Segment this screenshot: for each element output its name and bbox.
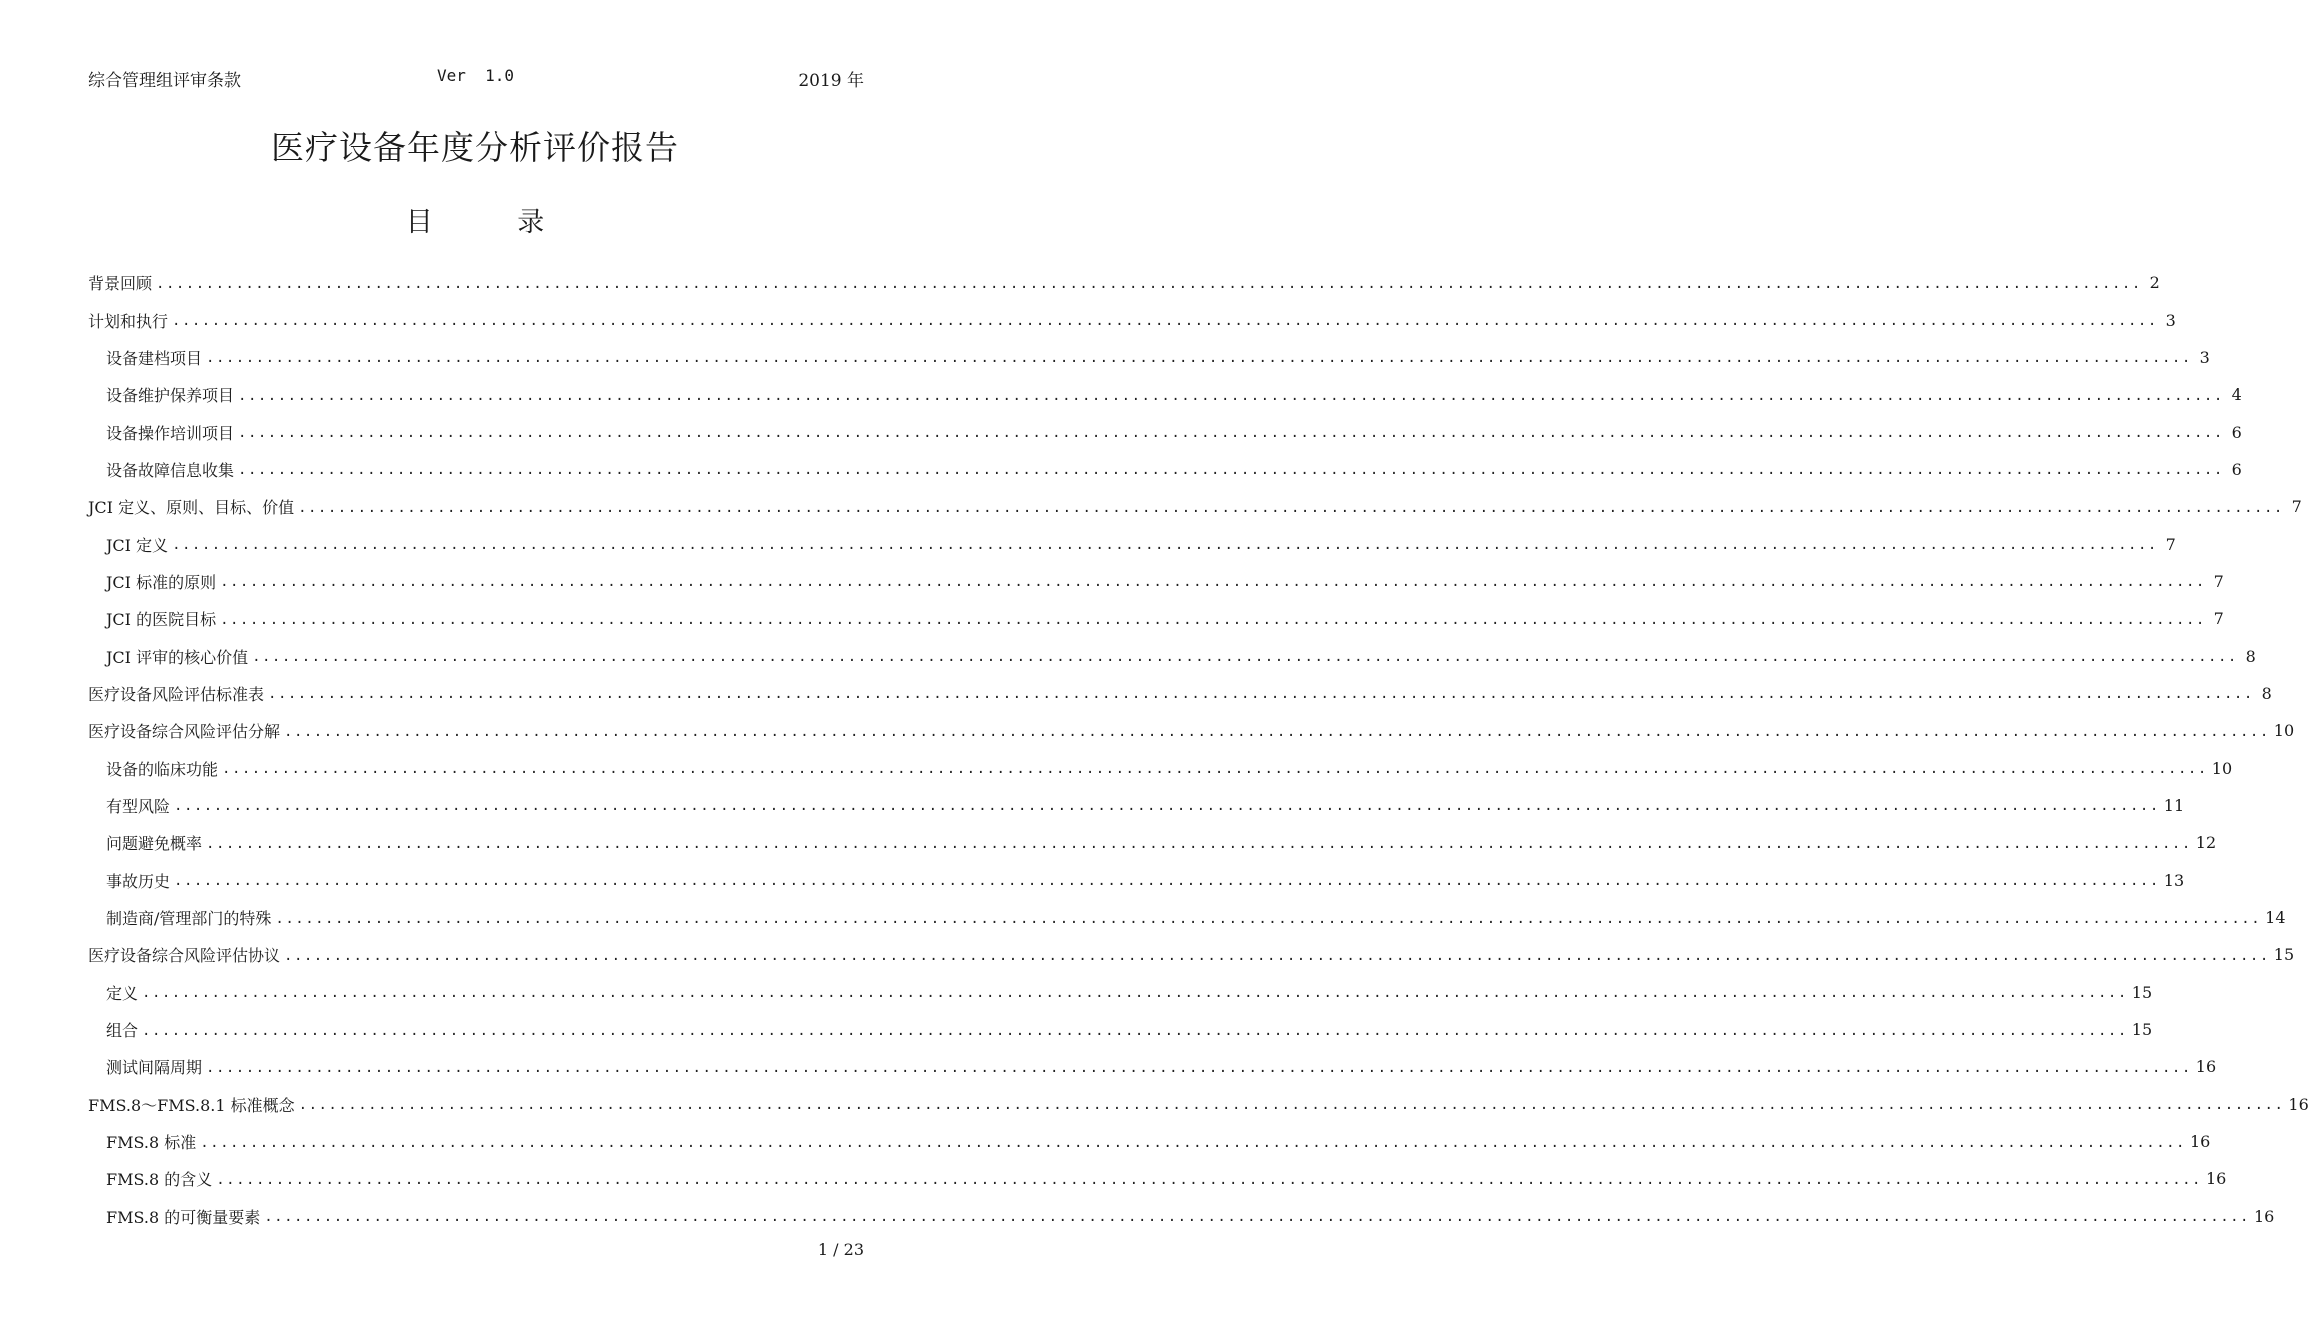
toc-entry[interactable] [88, 1086, 2309, 1123]
toc-entry[interactable] [88, 525, 2176, 562]
toc-entry-page: 15 [2131, 1020, 2153, 1040]
toc-entry-title: 有型风险 [106, 796, 171, 816]
toc-entry[interactable] [88, 1011, 2153, 1048]
toc-entry-page: 16 [2205, 1169, 2227, 1189]
toc-entry-title: 医疗设备综合风险评估协议 [88, 946, 281, 966]
toc-entry-title: 背景回顾 [88, 274, 153, 294]
toc-entry-title: 设备的临床功能 [106, 759, 219, 779]
toc-entry[interactable] [88, 1198, 2275, 1235]
toc-entry[interactable] [88, 376, 2242, 413]
toc-dot-leader: ........................................................................................................................................................................................................ [142, 985, 2128, 1002]
toc-entry-page: 15 [2131, 982, 2153, 1002]
toc-entry[interactable] [88, 712, 2295, 749]
toc-entry-title: 医疗设备风险评估标准表 [88, 684, 265, 704]
toc-entry[interactable] [88, 1048, 2217, 1085]
toc-dot-leader: ........................................................................................................................................................................................................ [206, 835, 2192, 852]
toc-dot-leader: ........................................................................................................................................................................................................ [220, 611, 2206, 628]
toc-entry[interactable] [88, 301, 2176, 338]
toc-dot-leader: ........................................................................................................................................................................................................ [206, 350, 2192, 367]
toc-dot-leader: ........................................................................................................................................................................................................ [252, 649, 2238, 666]
toc-entry-page: 8 [2261, 683, 2272, 703]
toc-entry-page: 8 [2245, 646, 2256, 666]
page-header [88, 66, 864, 92]
toc-dot-leader: ........................................................................................................................................................................................................ [172, 313, 2158, 330]
header-year: 2019 年 [798, 71, 864, 91]
toc-entry-page: 11 [2163, 795, 2185, 815]
toc-entry-title: 医疗设备综合风险评估分解 [88, 722, 281, 742]
toc-entry-page: 10 [2211, 758, 2233, 778]
toc-entry-page: 7 [2213, 571, 2224, 591]
toc-entry-title: 设备故障信息收集 [106, 460, 235, 480]
toc-dot-leader: ........................................................................................................................................................................................................ [142, 1022, 2128, 1039]
table-of-contents [88, 264, 2309, 1235]
header-left-text: 综合管理组评审条款 [88, 71, 241, 91]
toc-dot-leader: ........................................................................................................................................................................................................ [284, 947, 2270, 964]
toc-dot-leader: ........................................................................................................................................................................................................ [174, 798, 2160, 815]
toc-entry-page: 7 [2291, 497, 2302, 517]
toc-dot-leader: ........................................................................................................................................................................................................ [222, 761, 2208, 778]
toc-entry-page: 16 [2288, 1094, 2309, 1114]
toc-dot-leader: ........................................................................................................................................................................................................ [298, 1097, 2285, 1114]
toc-dot-leader: ........................................................................................................................................................................................................ [200, 1134, 2186, 1151]
toc-entry-title: FMS.8 的可衡量要素 [106, 1207, 261, 1227]
toc-dot-leader: ........................................................................................................................................................................................................ [216, 1171, 2202, 1188]
header-version: Ver 1.0 [437, 66, 515, 85]
toc-entry-title: 事故历史 [106, 871, 171, 891]
toc-entry-title: JCI 定义、原则、目标、价值 [88, 498, 295, 518]
toc-entry-page: 6 [2231, 459, 2242, 479]
toc-entry-page: 6 [2231, 422, 2242, 442]
toc-entry-title: FMS.8 标准 [106, 1133, 197, 1153]
toc-entry-page: 16 [2189, 1132, 2211, 1152]
page-indicator: 1 / 23 [817, 1240, 864, 1259]
toc-entry-page: 10 [2273, 721, 2295, 741]
toc-dot-leader: ........................................................................................................................................................................................................ [156, 275, 2142, 292]
toc-dot-leader: ........................................................................................................................................................................................................ [238, 387, 2224, 404]
toc-entry[interactable] [88, 600, 2224, 637]
toc-entry[interactable] [88, 936, 2295, 973]
toc-entry-page: 16 [2195, 1057, 2217, 1077]
toc-dot-leader: ........................................................................................................................................................................................................ [172, 537, 2158, 554]
toc-entry[interactable] [88, 339, 2210, 376]
toc-dot-leader: ........................................................................................................................................................................................................ [174, 873, 2160, 890]
document-title: 医疗设备年度分析评价报告 [271, 128, 679, 167]
toc-entry-title: 组合 [106, 1021, 139, 1041]
toc-entry-page: 16 [2253, 1206, 2275, 1226]
toc-entry-page: 13 [2163, 870, 2185, 890]
toc-entry-page: 7 [2165, 534, 2176, 554]
toc-entry[interactable] [88, 264, 2160, 301]
toc-entry-title: JCI 定义 [106, 535, 169, 555]
toc-entry-title: FMS.8～FMS.8.1 标准概念 [88, 1095, 295, 1115]
toc-dot-leader: ........................................................................................................................................................................................................ [238, 425, 2224, 442]
toc-entry-title: JCI 的医院目标 [106, 610, 217, 630]
toc-entry-title: 问题避免概率 [106, 834, 203, 854]
toc-entry-page: 3 [2165, 310, 2176, 330]
toc-entry[interactable] [88, 1160, 2227, 1197]
toc-entry[interactable] [88, 749, 2233, 786]
toc-entry[interactable] [88, 451, 2242, 488]
toc-dot-leader: ........................................................................................................................................................................................................ [238, 462, 2224, 479]
toc-entry-title: 设备维护保养项目 [106, 386, 235, 406]
toc-dot-leader: ........................................................................................................................................................................................................ [298, 499, 2284, 516]
toc-entry[interactable] [88, 899, 2286, 936]
toc-dot-leader: ........................................................................................................................................................................................................ [284, 723, 2270, 740]
toc-entry-title: 测试间隔周期 [106, 1058, 203, 1078]
toc-entry[interactable] [88, 563, 2224, 600]
toc-entry[interactable] [88, 787, 2185, 824]
toc-dot-leader: ........................................................................................................................................................................................................ [206, 1059, 2192, 1076]
toc-entry-title: 制造商/管理部门的特殊 [106, 909, 272, 929]
toc-entry-page: 14 [2265, 908, 2286, 928]
toc-entry-title: JCI 标准的原则 [106, 572, 217, 592]
toc-entry[interactable] [88, 488, 2302, 525]
toc-entry-title: JCI 评审的核心价值 [106, 647, 249, 667]
toc-entry-page: 4 [2231, 385, 2242, 405]
toc-entry[interactable] [88, 637, 2256, 674]
toc-entry-title: 定义 [106, 983, 139, 1003]
toc-dot-leader: ........................................................................................................................................................................................................ [268, 686, 2254, 703]
toc-entry[interactable] [88, 974, 2153, 1011]
toc-dot-leader: ........................................................................................................................................................................................................ [220, 574, 2206, 591]
toc-entry-title: 计划和执行 [88, 311, 169, 331]
toc-entry[interactable] [88, 824, 2217, 861]
toc-dot-leader: ........................................................................................................................................................................................................ [264, 1209, 2250, 1226]
toc-entry[interactable] [88, 1123, 2211, 1160]
toc-dot-leader: ........................................................................................................................................................................................................ [275, 910, 2262, 927]
toc-entry[interactable] [88, 862, 2185, 899]
toc-entry-page: 15 [2273, 945, 2295, 965]
toc-entry-page: 3 [2199, 347, 2210, 367]
toc-entry-page: 7 [2213, 609, 2224, 629]
toc-heading: 目 录 [405, 207, 583, 238]
toc-entry[interactable] [88, 675, 2272, 712]
toc-entry[interactable] [88, 413, 2242, 450]
toc-entry-title: 设备建档项目 [106, 348, 203, 368]
toc-entry-title: 设备操作培训项目 [106, 423, 235, 443]
toc-entry-page: 12 [2195, 833, 2217, 853]
toc-entry-page: 2 [2149, 273, 2160, 293]
toc-entry-title: FMS.8 的含义 [106, 1170, 213, 1190]
